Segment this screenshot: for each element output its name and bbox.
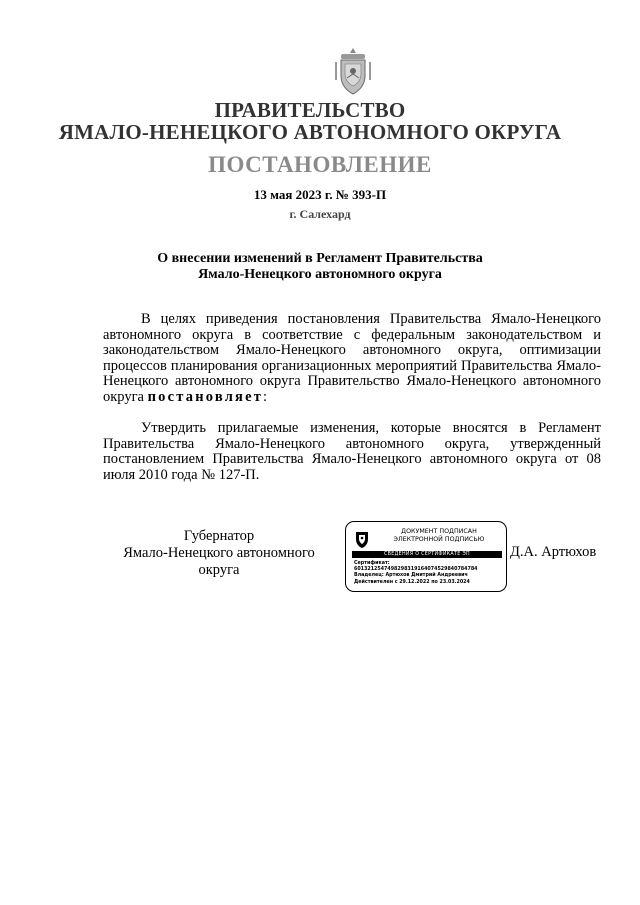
document-date-number: 13 мая 2023 г. № 393-П	[253, 187, 387, 202]
document-type: ПОСТАНОВЛЕНИЕ	[208, 152, 432, 177]
body-paragraph-1	[103, 312, 601, 405]
para1-end: :	[263, 388, 268, 405]
org-name-line2: ЯМАЛО-НЕНЕЦКОГО АВТОНОМНОГО ОКРУГА	[58, 120, 562, 144]
stamp-heading-line2: ЭЛЕКТРОННОЙ ПОДПИСЬЮ	[393, 536, 485, 543]
signer-name: Д.А. Артюхов	[510, 544, 597, 560]
signatory-title	[103, 528, 335, 579]
signatory-title-line1: Губернатор	[183, 528, 255, 544]
stamp-owner: Владелец: Артюхов Дмитрий Андреевич	[354, 573, 468, 579]
subject-line2: Ямало-Ненецкого автономного округа	[198, 267, 442, 282]
org-name-line1: ПРАВИТЕЛЬСТВО	[214, 98, 406, 122]
stamp-info	[354, 561, 504, 586]
coat-of-arms-icon	[333, 46, 373, 96]
stamp-heading	[374, 528, 504, 544]
para1-text: В целях приведения постановления Правительства Ямало-Ненецкого автономного округа в соответствие с федеральным законодательством и законодательством Ямало-Ненецкого автономного округа, оптимизации процессов планирования организационных мероприятий Правительства Ямало-Ненецкого автономного округа Правительство Ямало-Ненецкого автономного округа	[103, 311, 601, 405]
digital-signature-stamp	[345, 521, 507, 592]
stamp-cert-label: Сертификат:	[354, 561, 390, 566]
signatory-title-line2: Ямало-Ненецкого автономного округа	[123, 545, 315, 578]
stamp-emblem-icon	[354, 529, 370, 549]
stamp-validity: Действителен с 29.12.2022 по 23.03.2024	[354, 579, 470, 585]
stamp-cert-number: 6013212547498298319164074529840784784	[354, 567, 478, 573]
stamp-heading-line1: ДОКУМЕНТ ПОДПИСАН	[401, 528, 477, 535]
subject-line1: О внесении изменений в Регламент Правительства	[157, 251, 483, 266]
document-subject	[0, 251, 640, 283]
decree-word: постановляет	[147, 388, 264, 405]
stamp-bar: СВЕДЕНИЯ О СЕРТИФИКАТЕ ЭП	[352, 551, 502, 558]
body-paragraph-2: Утвердить прилагаемые изменения, которые вносятся в Регламент Правительства Ямало-Ненецкого автономного округа, утвержденный постановлением Правительства Ямало-Ненецкого автономного округа от 08 июля 2010 года № 127-П.	[103, 420, 601, 483]
document-city: г. Салехард	[289, 207, 351, 221]
